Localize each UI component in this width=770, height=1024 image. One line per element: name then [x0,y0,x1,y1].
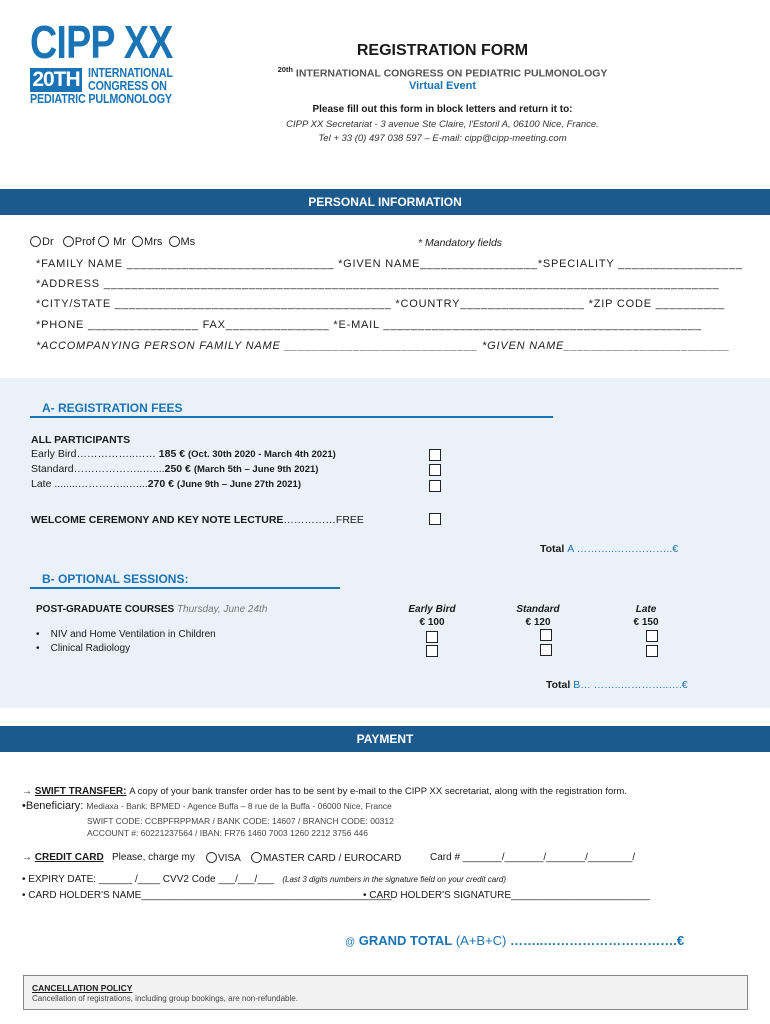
standard-label: Standard………………..….... [31,463,165,475]
cancellation-policy-text: Cancellation of registrations, including group bookings, are non-refundable. [32,994,298,1003]
early-bird-price: 185 € [158,448,186,460]
credit-card-row [22,852,195,863]
expiry-row [22,874,506,885]
swift-transfer-text: A copy of your bank transfer order has to be sent by e-mail to the CIPP XX secretariat, along with the registration form. [129,786,627,797]
logo-line-3: PEDIATRIC PULMONOLOGY [30,92,172,106]
visa-label: VISA [218,853,241,864]
post-graduate-courses [36,604,267,615]
grand-total-formula: (A+B+C) [455,933,507,948]
grand-total [345,933,684,948]
personal-info-band: PERSONAL INFORMATION [0,189,770,215]
beneficiary-row [22,800,392,812]
late-label: Late ........…………..….... [31,478,148,490]
course-niv-label: NIV and Home Ventilation in Children [50,629,216,640]
cancellation-policy-title: CANCELLATION POLICY [32,983,133,993]
welcome-ceremony-label: WELCOME CEREMONY AND KEY NOTE LECTURE [31,514,284,526]
niv-late-checkbox[interactable] [646,630,658,642]
secretariat-contact: Tel + 33 (0) 497 038 597 – E-mail: cipp@cipp-meeting.com [318,133,567,144]
fees-heading-underline [30,416,553,418]
courses-date: Thursday, June 24th [176,604,268,615]
grand-total-at-icon: @ [345,937,356,948]
registration-fees-heading: A- REGISTRATION FEES [42,401,183,415]
total-b-label: Total [546,679,571,691]
radio-mr-label: Mr [113,236,126,248]
late-price: 270 € [147,478,174,490]
late-checkbox[interactable] [429,480,441,492]
phone-row[interactable]: *PHONE ________________ FAX_______________ *E-MAIL ______________________________________________ [36,319,702,331]
radio-mrs-label: Mrs [144,236,163,248]
mastercard-radio[interactable] [251,852,262,863]
event-type: Virtual Event [408,80,477,92]
card-number-field[interactable]: Card # _______/_______/_______/________/ [430,852,636,863]
total-a-label: Total [540,543,565,555]
welcome-ceremony-price: ……………FREE [283,514,364,526]
course-radiology-label: Clinical Radiology [50,643,131,654]
col-late: Late [635,604,657,615]
radio-ms-circle[interactable] [169,236,180,247]
secretariat-address: CIPP XX Secretariat - 3 avenue Ste Claire, l'Estoril A, 06100 Nice, France. [286,119,599,130]
city-row[interactable]: *CITY/STATE ________________________________________ *COUNTRY__________________ *ZIP CODE __________ [36,298,725,310]
payment-band: PAYMENT [0,726,770,752]
radio-dr[interactable] [30,236,54,248]
welcome-ceremony-row [31,514,364,526]
radio-ms[interactable] [169,236,196,248]
mastercard-label: MASTER CARD / EUROCARD [263,853,402,864]
course-radiology: • Clinical Radiology [36,643,131,654]
early-bird-row [31,448,336,460]
credit-card-label: CREDIT CARD [34,852,104,863]
niv-early-checkbox[interactable] [426,631,438,643]
standard-checkbox[interactable] [429,464,441,476]
col-standard-price: € 120 [525,617,551,628]
mastercard-option[interactable] [251,852,401,864]
early-bird-label: Early Bird……………..…… [31,448,156,460]
logo-line-1: INTERNATIONAL [88,66,173,80]
address-row[interactable]: *ADDRESS _________________________________________________________________________________________ [36,278,720,290]
swift-code: SWIFT CODE: CCBPFRPPMAR / BANK CODE: 14607 / BRANCH CODE: 00312 [87,816,394,826]
radio-prof-label: Prof [74,236,95,248]
logo-line-2: CONGRESS ON [88,79,167,93]
credit-card-text: Please, charge my [112,852,195,863]
congress-line [250,65,635,80]
beneficiary-text: Mediaxa - Bank: BPMED - Agence Buffa – 8 rue de la Buffa - 06000 Nice, France [86,801,392,811]
radio-mrs[interactable] [132,236,162,248]
grand-total-value: ……..………………………….€ [510,933,685,948]
form-title: REGISTRATION FORM [356,42,529,59]
radio-mr[interactable] [98,236,126,248]
radio-mr-circle[interactable] [98,236,109,247]
radiology-early-checkbox[interactable] [426,645,438,657]
standard-price: 250 € [164,463,191,475]
expiry-cvv-field[interactable]: • EXPIRY DATE: ______ /____ CVV2 Code ___/___/___ [22,874,275,885]
visa-radio[interactable] [206,852,217,863]
early-bird-dates: (Oct. 30th 2020 - March 4th 2021) [187,449,336,460]
col-early-bird-price: € 100 [419,617,445,628]
mandatory-note: * Mandatory fields [418,237,503,249]
grand-total-label: GRAND TOTAL [358,933,453,948]
optional-sessions-heading: B- OPTIONAL SESSIONS: [42,572,189,586]
credit-arrow-icon: → [22,852,32,863]
card-holder-signature-field[interactable]: • CARD HOLDER'S SIGNATURE_________________________ [363,890,651,901]
radiology-late-checkbox[interactable] [646,645,658,657]
col-late-price: € 150 [633,617,659,628]
radio-prof-circle[interactable] [63,236,74,247]
congress-name: INTERNATIONAL CONGRESS ON PEDIATRIC PULMONOLOGY [295,67,608,80]
total-b-value: B… ……..…………..….€ [573,679,688,691]
radio-dr-label: Dr [42,236,54,248]
radiology-standard-checkbox[interactable] [540,644,552,656]
beneficiary-label: •Beneficiary: [22,800,84,812]
logo-number: 20TH [30,68,82,92]
col-standard: Standard [516,604,560,615]
family-name-row[interactable]: *FAMILY NAME ______________________________ *GIVEN NAME_________________*SPECIALITY __________________ [36,258,743,270]
course-niv: • NIV and Home Ventilation in Children [36,629,216,640]
cvv-note: (Last 3 digits numbers in the signature field on your credit card) [282,875,507,884]
title-options [30,236,195,248]
accompanying-row[interactable]: *ACCOMPANYING PERSON FAMILY NAME ____________________________ *GIVEN NAME________________________ [36,340,731,352]
swift-arrow-icon: → [22,786,32,797]
all-participants-label: ALL PARTICIPANTS [31,434,131,446]
visa-option[interactable] [206,852,241,864]
optional-heading-underline [30,587,340,589]
congress-ordinal: 20th [277,65,293,74]
swift-transfer-row [22,786,627,797]
early-bird-checkbox[interactable] [429,449,441,461]
total-b [546,679,688,691]
late-row [31,478,301,490]
standard-dates: (March 5th – June 9th 2021) [193,464,319,475]
total-a-value: A ………..……………..€ [567,543,679,555]
instruction-text: Please fill out this form in block letters and return it to: [312,104,573,115]
total-a [540,543,678,555]
card-holder-name-field[interactable]: • CARD HOLDER'S NAME_____________________________________________ [22,890,392,901]
radio-dr-circle[interactable] [30,236,41,247]
account-number: ACCOUNT #: 60221237564 / IBAN: FR76 1460 7003 1260 2212 3756 446 [87,828,369,838]
col-early-bird: Early Bird [408,604,456,615]
standard-row [31,463,318,475]
niv-standard-checkbox[interactable] [540,629,552,641]
welcome-ceremony-checkbox[interactable] [429,513,441,525]
late-dates: (June 9th – June 27th 2021) [176,479,301,490]
radio-ms-label: Ms [180,236,196,248]
radio-prof[interactable] [63,236,95,248]
swift-transfer-label: SWIFT TRANSFER: [34,786,127,797]
radio-mrs-circle[interactable] [132,236,143,247]
logo-cipp: CIPP XX [30,16,173,68]
courses-label: POST-GRADUATE COURSES [36,604,175,615]
